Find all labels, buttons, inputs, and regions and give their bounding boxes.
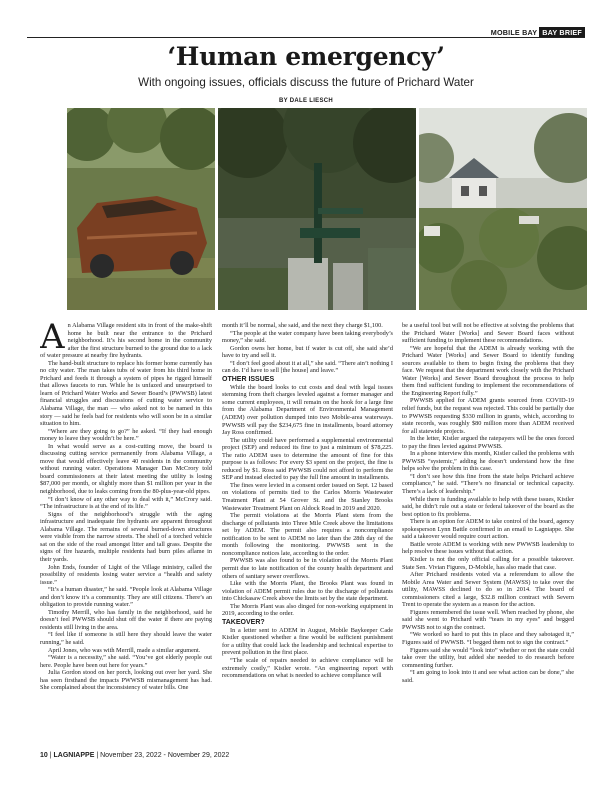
paragraph: month it’ll be normal, she said, and the next they charge $1,100. xyxy=(222,322,383,329)
paragraph: Like with the Morris Plant, the Brooks Plant was found in violation of ADEM permit rules due to the discharge of pollutants into Chickasaw Creek above the limits set by the state department. xyxy=(222,580,393,603)
paragraph-text: n Alabama Village resident sits in front of the make-shift home he built near the entrance to the Prichard neighborhood. It’s his second home in the community after the first structure burned to the ground due to a lack of water pressure at nearby fire hydrants. xyxy=(40,322,212,360)
paragraph: “I don’t know of any other way to deal with it,” McCrory said. “The infrastructure is at the end of its life.” xyxy=(40,495,212,511)
top-rule xyxy=(27,37,585,38)
paragraph: The utility could have performed a supplemental environmental project (SEP) and reduced its fine to just a minimum of $78,225. The ratio ADEM uses to determine the amount of fine for this purpose is as follows: For every $3 spent on the project, the fine is reduced by $1. Ross said PWWSB could not afford to perform the SEP and instead elected to pay the full fine amount in installments. xyxy=(222,436,393,482)
paragraph: After Prichard residents voted via a referendum to allow the Mobile Area Water and Sewer System (MAWSS) to take over the utility, MAWSS declined to do so in 2014. The board of commissioners cited a large, $32.8 million contract with Severn Trent to operate the system as a reason for the action. xyxy=(402,571,574,609)
paragraph: April Jones, who was with Merrill, made a similar argument. xyxy=(48,646,201,654)
byline: BY DALE LIESCH xyxy=(278,98,334,104)
pump-station-photo xyxy=(218,108,416,310)
paragraph: “We worked so hard to put this in place and they sabotaged it,” Figures said of PWWSB. “I begged them not to sign the contract.” xyxy=(402,631,574,646)
paragraph: “I am going to look into it and see what action can be done,” she said. xyxy=(402,669,574,684)
house-photo xyxy=(419,108,587,310)
paragraph: Gordon owns her home, but if water is cut off, she said she’d have to try and sell it. xyxy=(222,344,393,360)
issue-dates: November 23, 2022 - November 29, 2022 xyxy=(100,752,230,759)
paragraph: PWWSB was also found to be in violation of the Morris Plant permit due to late notification of the county health department and others of sanitary sewer overflows. xyxy=(222,557,393,580)
paragraph: In a phone interview this month, Kistler called the problems with PWWSB “systemic,” adding he doesn’t understand how the fine helps solve the problem in this case. xyxy=(402,450,574,473)
paragraph: “It’s a human disaster,” he said. “People look at Alabama Village and don’t know it’s a community. They are still citizens. There’s an obligation to provide running water.” xyxy=(40,586,212,609)
paragraph: In the letter, Kistler argued the ratepayers will be the ones forced to pay the fines levied against PWWSB. xyxy=(402,435,574,450)
paragraph: “Water is a necessity,” she said. “You’ve got elderly people out here. People have been out here for years.” xyxy=(40,654,212,669)
paragraph: Figures said she would “look into” whether or not the state could take over the utility, but added she needed to do research before commenting further. xyxy=(402,646,574,669)
article-column-1 xyxy=(40,322,212,747)
paragraph: “I feel like if someone is still here they should leave the water running,” he said. xyxy=(40,631,212,646)
paragraph: Figures remembered the issue well. When reached by phone, she said she went to Prichard with “tears in my eyes” and begged PWWSB not to sign the contract. xyxy=(402,608,574,631)
paragraph: PWWSB applied for ADEM grants sourced from COVID-19 relief funds, but the request was rejected. This could be partially due to PWWSB requesting $330 million in grants, which, according to state records, was roughly $80 million more than ADEM received for all statewide projects. xyxy=(402,397,574,435)
paragraph: “The scale of repairs needed to achieve compliance will be extremely costly,” Kistler wrote. “An engineering report with recommendations on what is needed to achieve compliance will xyxy=(222,656,393,680)
subheading-other-issues: OTHER ISSUES xyxy=(222,375,275,383)
paragraph: In a letter sent to ADEM in August, Mobile Baykeeper Cade Kistler questioned whether a fine would be sufficient punishment for a utility that could lack the leadership and technical expertise to prevent pollution in the first place. xyxy=(222,626,393,657)
paragraph xyxy=(40,322,212,360)
paragraph: In what would serve as a cost-cutting move, the board is discussing cutting service permanently from Alabama Village, a move that would effectively leave 40 residents in the community without running water. Operations Manager Dan McCrory told board commissioners at their latest meeting the utility is losing $87,000 per month, or slightly more than $1 million per year in the neighborhood, due to leaks coming from the 80-plus-year-old pipes. xyxy=(40,442,212,496)
paragraph: While the board looks to cut costs and deal with legal issues stemming from theft charges leveled against a former manager and some current employees, it will remain on the hook for a large fine from the Alabama Department of Environmental Management (ADEM) over pollution dumped into two Mobile-area waterways. PWWSB will pay the $234,675 fine in installments, board attorney Jay Ross confirmed. xyxy=(222,383,393,437)
subhead: With ongoing issues, officials discuss the future of Prichard Water xyxy=(138,76,474,89)
headline: ‘Human emergency’ xyxy=(167,42,445,71)
article-column-3 xyxy=(402,322,574,747)
paragraph: “I don’t see how this fine from the state helps Prichard achieve compliance,” he said. “There’s no financial or technical capacity. There’s a lack of leadership.” xyxy=(402,472,574,496)
subheading-takeover: TAKEOVER? xyxy=(222,618,265,626)
footer-separator: | xyxy=(49,752,52,759)
paragraph: There is an option for ADEM to take control of the board, agency spokesperson Lynn Battle confirmed in an email to Lagniappe. She said a takeover would require court action. xyxy=(402,518,574,541)
paragraph: “The people at the water company have been taking everybody’s money,” she said. xyxy=(222,329,393,345)
publication-name: LAGNIAPPE xyxy=(53,752,95,759)
paragraph: Julia Gordon stood on her porch, looking out over her yard. She has seen firsthand the impacts PWWSB mismanagement has had. She complained about the inconsistency of water bills. One xyxy=(40,669,212,692)
paragraph: John Ends, founder of Light of the Village ministry, called the possibility of residents losing water service a “health and safety issue.” xyxy=(40,563,212,586)
paragraph: Battle wrote ADEM is working with new PWWSB leadership to help resolve these issues without that action. xyxy=(402,540,574,556)
paragraph: While there is funding available to help with these issues, Kistler said, he didn’t rule out a state or federal takeover of the board as the best option to fix problems. xyxy=(402,495,574,518)
page-footer xyxy=(40,752,229,759)
article-column-2 xyxy=(222,322,393,747)
footer-separator: | xyxy=(96,752,99,759)
paragraph: The permit violations at the Morris Plant stem from the discharge of pollutants into Three Mile Creek above the limitations set by ADEM. The permit also requires a noncompliance notification to be sent to ADEM no later than the 28th day of the month following the monitoring. PWWSB sent in the noncompliance notices late, according to the order. xyxy=(222,512,393,557)
section-label: BAY BRIEF xyxy=(539,27,585,38)
paragraph: “I don’t feel good about it at all,” she said. “There ain’t nothing I can do. I’d have to sell [the house] and leave.” xyxy=(222,359,393,375)
paragraph: “Where are they going to go?” he asked. “If they had enough money to leave they wouldn’t be here.” xyxy=(40,427,212,443)
paragraph: Signs of the neighborhood’s struggle with the aging infrastructure and inadequate fire hydrants are apparent throughout Alabama Village. The remains of several burned-down structures were visible from the narrow streets. The shell of a torched vehicle sat on the side of the road amongst litter and tall grass. Despite the signs of fire hazards, multiple residents had burn piles aflame in their yards. xyxy=(40,510,212,563)
paragraph: Kistler is not the only official calling for a possible takeover. State Sen. Vivian Figures, D-Mobile, has also made that case. xyxy=(402,555,574,571)
paragraph: The hand-built structure to replace his former home currently has no city water. The man takes tubs of water from his third home in Prichard and feeds it through a system of pipes he rigged himself that allows faucets to run. While he is unfazed and unsurprised to learn of Prichard Water Works and Sewer Board’s (PWWSB) latest financial struggles and discussions of cutting water service to Alabama Village, the man — who asked not to be named in this story — said he feels bad for residents who will soon be in a similar situation to him. xyxy=(40,359,212,428)
drop-cap: A xyxy=(40,322,65,357)
burned-car-photo xyxy=(67,108,215,310)
paragraph: “We are hopeful that the ADEM is already working with the Prichard Water [Works] and Sewer Board to identify funding sources available to them to begin fixing the problems that they face. We request that the department work closely with the Prichard Water [Works] and Sewer Board throughout the process to help them find sufficient funding to implement the recommendations of the Engineering Report fully.” xyxy=(402,344,574,397)
page-number: 10 xyxy=(40,752,48,759)
paragraph: The fines were levied in a consent order issued on Sept. 12 based on violations of permits tied to the Carlos Morris Wastewater Treatment Plant at 54 Grover St. and the Stanley Brooks Wastewater Treatment Plant on Aldock Road in 2019 and 2020. xyxy=(222,481,393,512)
paragraph: be a useful tool but will not be effective at solving the problems that the Prichard Water [Works] and Sewer Board faces without sufficient funding to implement these recommendations. xyxy=(402,322,574,345)
paragraph: Timothy Merrill, who has family in the neighborhood, said he doesn’t feel PWWSB should shut off the water if there are paying residents still living in the area. xyxy=(40,608,212,631)
paragraph: The Morris Plant was also dinged for non-working equipment in 2019, according to the order. xyxy=(222,602,393,618)
section-name: MOBILE BAY xyxy=(490,28,538,37)
